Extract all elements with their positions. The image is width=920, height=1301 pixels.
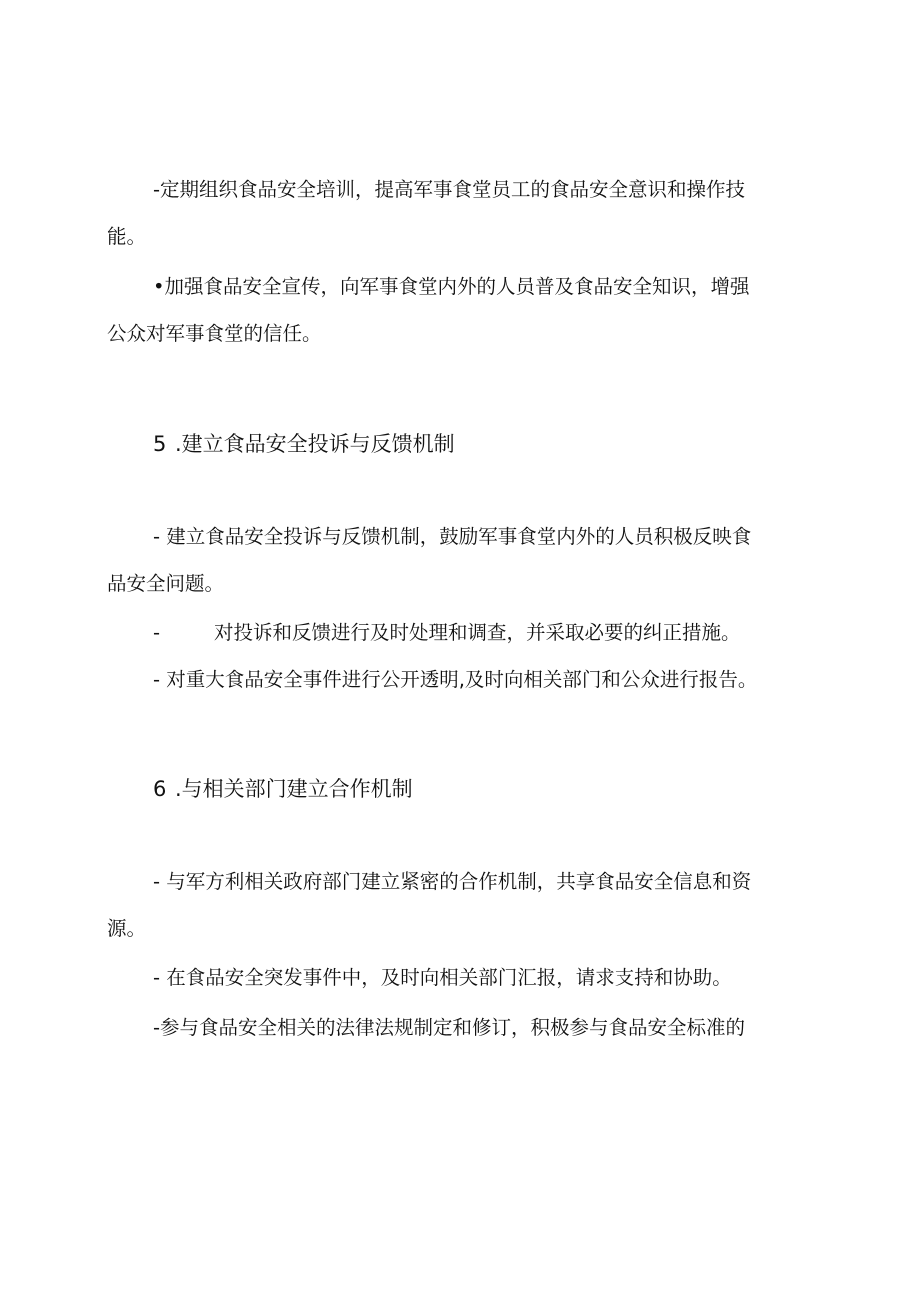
section-5-title: .建立食品安全投诉与反馈机制 [175,432,455,456]
section-6-title: .与相关部门建立合作机制 [175,777,413,801]
section-5-item1-line2: 品安全问题。 [107,572,225,595]
section-5-item3: - 对重大食品安全事件进行公开透明,及时向相关部门和公众进行报告。 [153,668,758,691]
section-5-number: 5 [153,432,167,456]
paragraph-publicity-line1: •加强食品安全宣传，向军事食堂内外的人员普及食品安全知识，增强 [153,275,750,298]
section-6-heading [153,775,413,803]
section-6-item3: -参与食品安全相关的法律法规制定和修订，积极参与食品安全标准的 [153,1016,746,1039]
paragraph-publicity-line2: 公众对军事食堂的信任。 [107,322,322,345]
section-5-item2-dash: - [153,621,161,644]
section-6-number: 6 [153,777,167,801]
section-5-item1-line1: - 建立食品安全投诉与反馈机制，鼓励军事食堂内外的人员积极反映食 [153,525,752,548]
section-5-heading [153,430,455,458]
section-6-item1-line1: - 与军方利相关政府部门建立紧密的合作机制，共享食品安全信息和资 [153,870,752,893]
section-5-item2-text: 对投诉和反馈进行及时处理和调查，并采取必要的纠正措施。 [214,621,741,644]
paragraph-training-line2: 能。 [107,225,147,248]
section-6-item1-line2: 源。 [107,917,147,940]
section-5-item2 [153,620,741,646]
section-6-item2: - 在食品安全突发事件中，及时向相关部门汇报，请求支持和协助。 [153,966,732,989]
paragraph-training-line1: -定期组织食品安全培训，提高军事食堂员工的食品安全意识和操作技 [153,178,746,201]
